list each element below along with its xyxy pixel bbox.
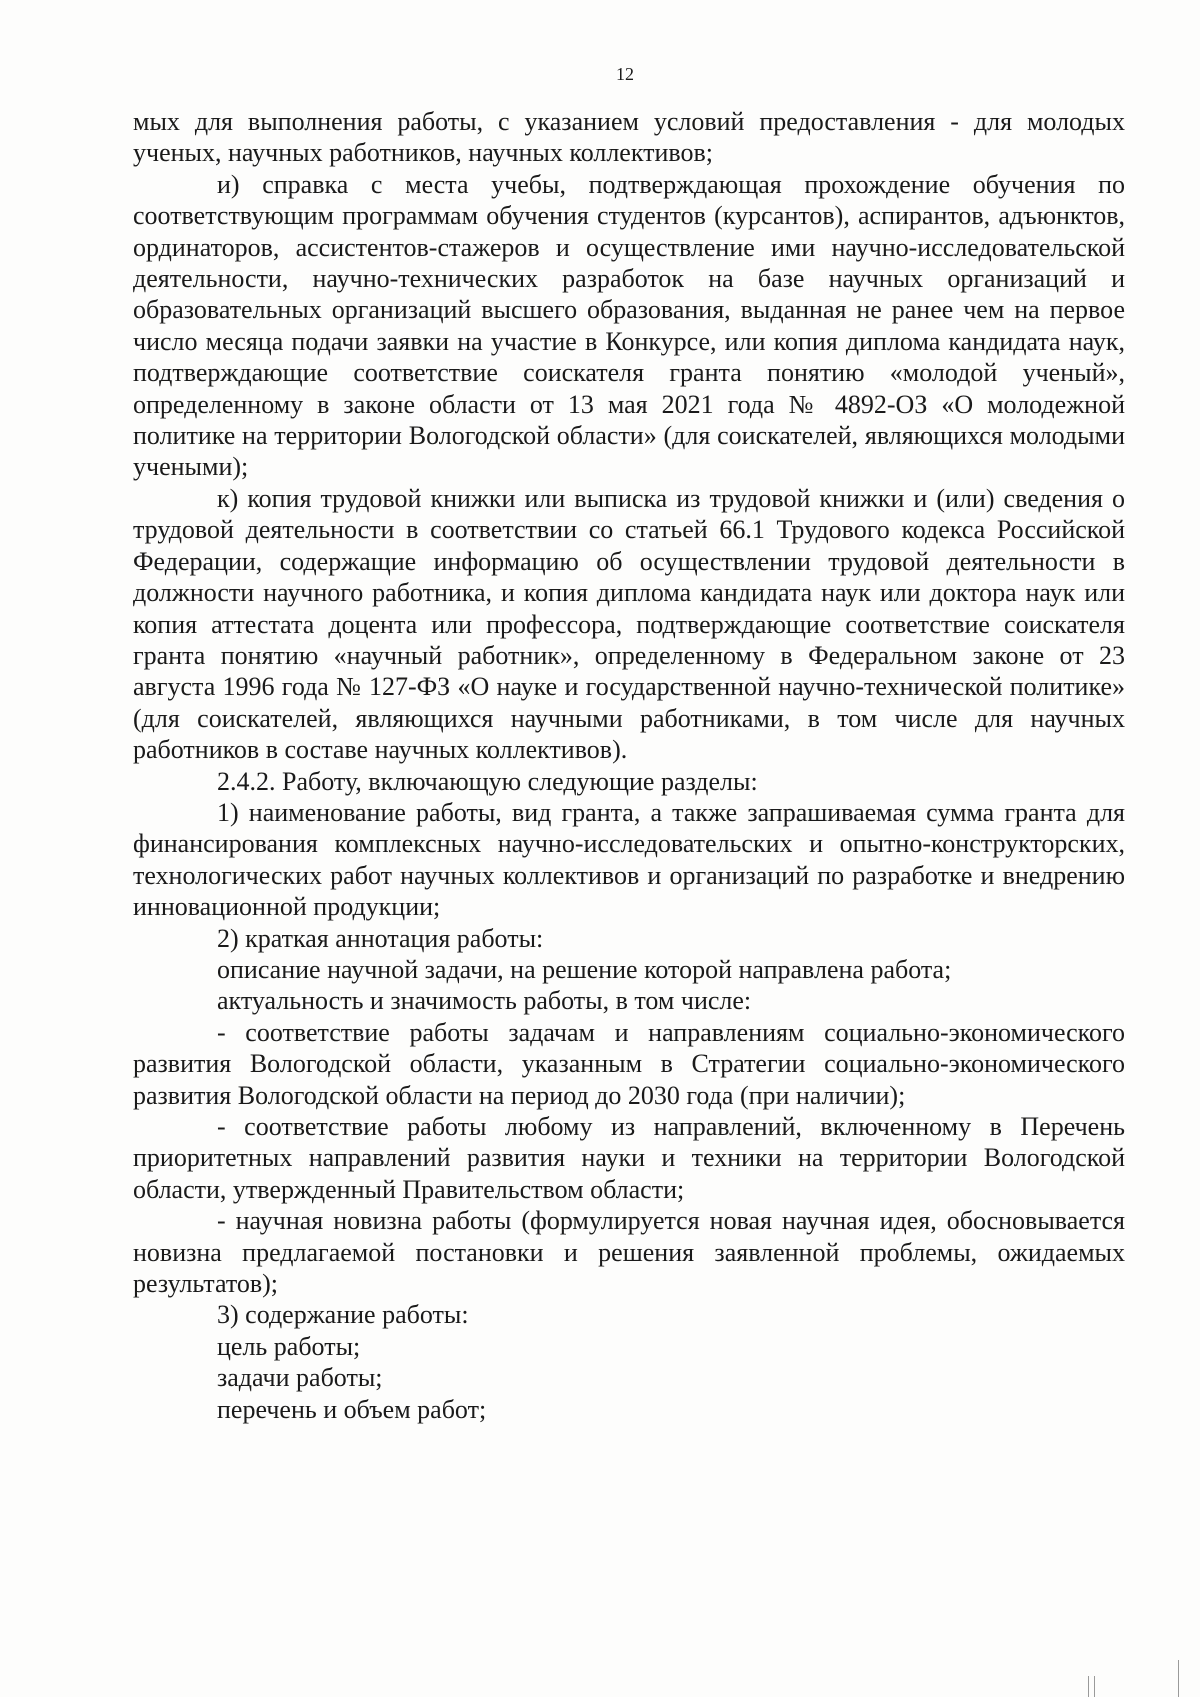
paragraph-bullet-strategy: - соответствие работы задачам и направлениям социально-экономического развития Вологодской области, указанным в Стратегии социально-экономического развития Вологодской области на период до 2030 года (при наличии);	[133, 1017, 1125, 1110]
paragraph-section-2-4-2: 2.4.2. Работу, включающую следующие разделы:	[217, 766, 758, 796]
paragraph-item-i: и) справка с места учебы, подтверждающая прохождение обучения по соответствующим программам обучения студентов (курсантов), аспирантов, адъюнктов, ординаторов, ассистентов-стажеров и осуществление ими научно-исследовательской деятельности, научно-технических разработок на базе научных организаций и образовательных организаций высшего образования, выданная не ранее чем на первое число месяца подачи заявки на участие в Конкурсе, или копия диплома кандидата наук, подтверждающие соответствие соискателя гранта понятию «молодой ученый», определенному в законе области от 13 мая 2021 года № 4892-ОЗ «О молодежной политике на территории Вологодской области» (для соискателей, являющихся молодыми учеными);	[133, 169, 1125, 482]
paragraph-point-1: 1) наименование работы, вид гранта, а также запрашиваемая сумма гранта для финансирования комплексных научно-исследовательских и опытно-конструкторских, технологических работ научных коллективов и организаций по разработке и внедрению инновационной продукции;	[133, 797, 1125, 922]
paragraph-task-description: описание научной задачи, на решение которой направлена работа;	[217, 954, 952, 984]
paragraph-relevance: актуальность и значимость работы, в том числе:	[217, 986, 752, 1016]
document-body	[133, 106, 1125, 1425]
paragraph-goal: цель работы;	[217, 1331, 361, 1361]
paragraph-work-list: перечень и объем работ;	[217, 1394, 487, 1424]
paragraph-continuation: мых для выполнения работы, с указанием условий предоставления - для молодых ученых, научных работников, научных коллективов;	[133, 107, 1125, 168]
scan-edge-mark	[1088, 1676, 1089, 1697]
scan-edge-mark	[1094, 1676, 1095, 1697]
scan-edge-mark	[1178, 1660, 1179, 1697]
paragraph-tasks: задачи работы;	[217, 1363, 383, 1393]
paragraph-item-k: к) копия трудовой книжки или выписка из трудовой книжки и (или) сведения о трудовой деятельности в соответствии со статьей 66.1 Трудового кодекса Российской Федерации, содержащие информацию об осуществлении трудовой деятельности в должности научного работника, и копия диплома кандидата наук или доктора наук или копия аттестата доцента или профессора, подтверждающие соответствие соискателя гранта понятию «научный работник», определенному в Федеральном законе от 23 августа 1996 года № 127-ФЗ «О науке и государственной научно-технической политике» (для соискателей, являющихся научными работниками, в том числе для научных работников в составе научных коллективов).	[133, 483, 1125, 765]
paragraph-bullet-novelty: - научная новизна работы (формулируется новая научная идея, обосновывается новизна предлагаемой постановки и решения заявленной проблемы, ожидаемых результатов);	[133, 1206, 1125, 1299]
paragraph-bullet-priorities: - соответствие работы любому из направлений, включенному в Перечень приоритетных направлений развития науки и техники на территории Вологодской области, утвержденный Правительством области;	[133, 1112, 1125, 1204]
paragraph-point-3: 3) содержание работы:	[217, 1300, 469, 1330]
page-number: 12	[616, 64, 634, 84]
paragraph-point-2: 2) краткая аннотация работы:	[217, 923, 544, 953]
